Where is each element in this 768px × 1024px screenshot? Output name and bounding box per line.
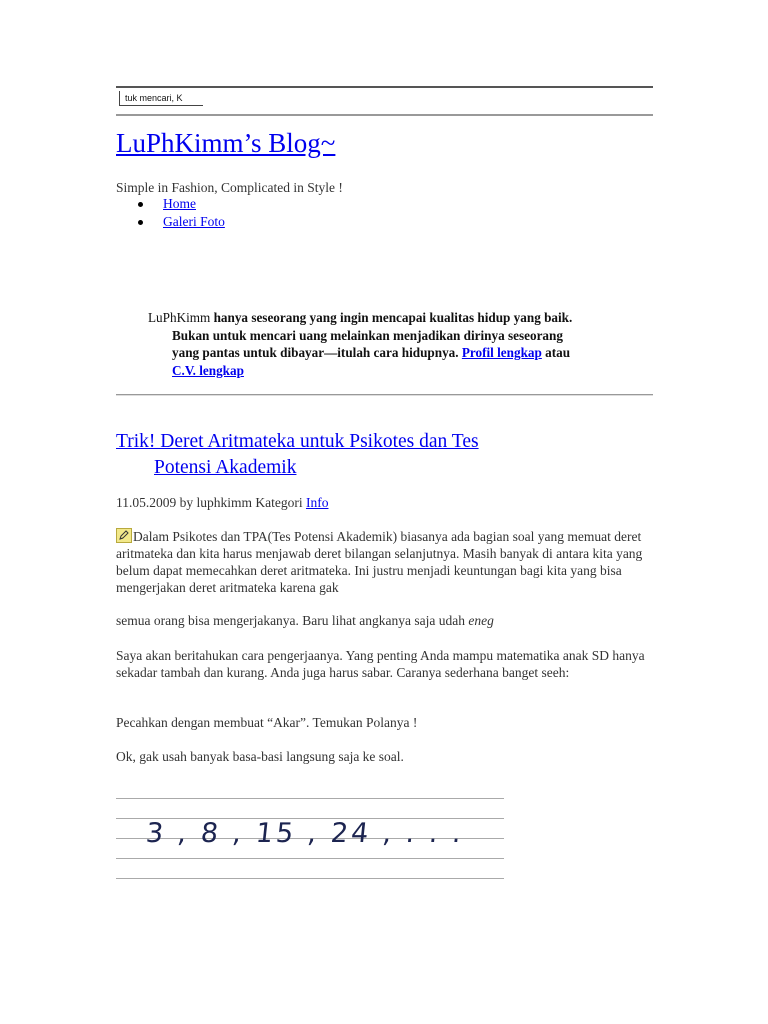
divider (116, 394, 653, 396)
cv-link[interactable]: C.V. lengkap (172, 362, 244, 378)
nav-link-home[interactable]: Home (163, 196, 196, 211)
post-date: 11.05.2009 (116, 495, 177, 510)
handwritten-sequence-image (116, 790, 504, 886)
nav-item-galeri-foto (116, 214, 225, 232)
category-link[interactable]: Info (305, 495, 329, 510)
post-paragraph (116, 528, 656, 596)
nav-link-galeri-foto[interactable]: Galeri Foto (163, 213, 225, 229)
pencil-note-icon (116, 528, 132, 543)
nav-item-home (116, 196, 225, 214)
blog-title[interactable]: LuPhKimm’s Blog~ (116, 128, 336, 158)
post-title-line-1[interactable]: Trik! Deret Aritmateka untuk Psikotes dan Tes (116, 431, 479, 452)
post-title[interactable] (116, 429, 636, 481)
about-name: LuPhKimm (148, 310, 211, 325)
post-paragraph (116, 612, 656, 629)
post-title-line-2[interactable]: Potensi Akademik (154, 457, 297, 478)
post-paragraph-1-text: Dalam Psikotes dan TPA(Tes Potensi Akademik) biasanya ada bagian soal yang memuat deret aritmateka dan kita harus menjawab deret bilangan selanjutnya. Masih banyak di antara kita yang belum dapat memecahkan deret aritmateka. Ini justru menjadi keuntungan bagi kita yang bisa mengerjakan deret aritmateka karena gak (116, 529, 643, 595)
about-or: atau (541, 345, 571, 360)
paper-rule (116, 878, 504, 879)
post-paragraph: Ok, gak usah banyak basa-basi langsung saja ke soal. (116, 749, 404, 764)
about-line-3: yang pantas untuk dibayar—itulah cara hidupnya. (172, 345, 462, 360)
blog-tagline: Simple in Fashion, Complicated in Style ! (116, 180, 343, 195)
post-byline: by luphkimm Kategori (176, 495, 306, 510)
about-line-2: Bukan untuk mencari uang melainkan menjadikan dirinya seseorang (172, 327, 563, 343)
post-paragraph-2-text: semua orang bisa mengerjakanya. Baru lihat angkanya saja udah (116, 613, 469, 628)
post-paragraph: Saya akan beritahukan cara pengerjaanya. Yang penting Anda mampu matematika anak SD hanya sekadar tambah dan kurang. Anda juga harus sabar. Caranya sederhana banget seeh: (116, 648, 645, 680)
post-paragraph: Pecahkan dengan membuat “Akar”. Temukan Polanya ! (116, 715, 418, 730)
about-line-1: hanya seseorang yang ingin mencapai kualitas hidup yang baik. (210, 310, 573, 325)
bullet-icon (138, 202, 143, 207)
handwritten-sequence: 3 , 8 , 15 , 24 , . . . (144, 818, 466, 849)
about-box (148, 309, 653, 379)
paper-rule (116, 798, 504, 799)
nav-menu (116, 196, 225, 231)
post-meta (116, 495, 328, 511)
search-input[interactable]: tuk mencari, K (119, 91, 203, 106)
paper-rule (116, 858, 504, 859)
search-bar (116, 86, 653, 116)
profile-link[interactable]: Profil lengkap (461, 345, 542, 360)
bullet-icon (138, 220, 143, 225)
emphasis-eneg: eneg (468, 613, 494, 628)
